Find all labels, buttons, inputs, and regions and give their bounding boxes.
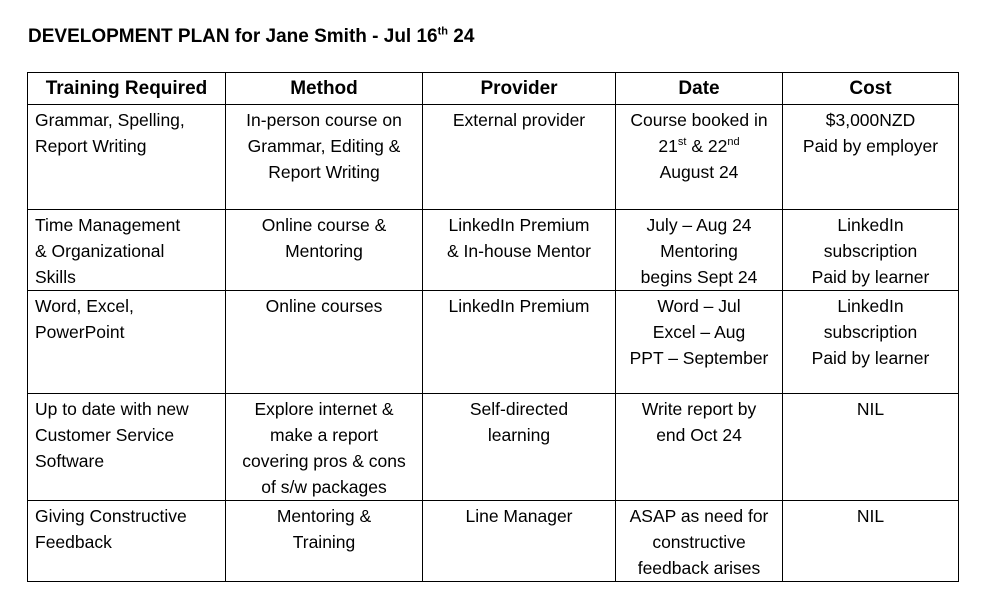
cell-line: subscription <box>823 241 918 261</box>
cell-line: In-person course on <box>246 110 402 130</box>
header-cost: Cost <box>783 73 959 105</box>
cell-line: Online courses <box>265 296 383 316</box>
cell-line: LinkedIn <box>837 215 904 235</box>
cell-line: August 24 <box>659 162 739 182</box>
cell-line: Line Manager <box>465 506 573 526</box>
method-cell <box>226 105 423 210</box>
cell-line: learning <box>487 425 551 445</box>
header-training-required: Training Required <box>28 73 226 105</box>
header-row <box>28 73 959 105</box>
cell-line: Online course & <box>261 215 387 235</box>
cell-line: Paid by learner <box>811 267 930 287</box>
table-row <box>28 291 959 394</box>
cell-line: end Oct 24 <box>656 425 742 445</box>
cell-line: Word, Excel, <box>35 296 134 316</box>
cell-line: External provider <box>452 110 586 130</box>
date-cell <box>616 105 783 210</box>
title-superscript: th <box>437 25 449 38</box>
cell-line <box>623 133 775 159</box>
header-provider: Provider <box>423 73 616 105</box>
cell-line: LinkedIn <box>837 296 904 316</box>
table-row <box>28 105 959 210</box>
cell-line: Software <box>35 451 105 471</box>
cell-line: Customer Service <box>35 425 175 445</box>
cell-line: PowerPoint <box>35 322 125 342</box>
training-cell <box>28 501 226 582</box>
cell-line: & Organizational <box>35 241 165 261</box>
method-cell <box>226 501 423 582</box>
cell-line: & In-house Mentor <box>447 241 591 261</box>
date-cell <box>616 210 783 291</box>
day-one-suffix: st <box>677 136 687 149</box>
cell-line: PPT – September <box>629 348 769 368</box>
date-cell <box>616 291 783 394</box>
cell-line: Grammar, Editing & <box>247 136 401 156</box>
cell-line: Write report by <box>641 399 757 419</box>
cell-line: LinkedIn Premium <box>448 215 590 235</box>
cell-line: NIL <box>856 506 885 526</box>
provider-cell <box>423 210 616 291</box>
title-year: 24 <box>448 26 475 47</box>
header-method: Method <box>226 73 423 105</box>
cell-line: $3,000NZD <box>825 110 916 130</box>
cell-line: begins Sept 24 <box>640 267 758 287</box>
title-text: DEVELOPMENT PLAN for Jane Smith - Jul 16 <box>28 26 438 47</box>
date-cell <box>616 501 783 582</box>
cell-line: NIL <box>856 399 885 419</box>
document-title <box>28 26 474 48</box>
cost-cell <box>783 291 959 394</box>
method-cell <box>226 210 423 291</box>
method-cell <box>226 394 423 501</box>
provider-cell <box>423 291 616 394</box>
day-one: 21 <box>658 136 678 156</box>
cost-cell <box>783 394 959 501</box>
provider-cell <box>423 501 616 582</box>
cell-line: constructive <box>652 532 746 552</box>
training-cell <box>28 210 226 291</box>
training-cell <box>28 291 226 394</box>
table-row <box>28 501 959 582</box>
cell-line: Mentoring <box>660 241 738 261</box>
cell-line: Excel – Aug <box>652 322 746 342</box>
development-plan-table <box>27 72 959 582</box>
cell-line: Feedback <box>35 532 112 552</box>
cell-line: LinkedIn Premium <box>448 296 590 316</box>
cost-cell <box>783 501 959 582</box>
cell-line: Mentoring & <box>276 506 372 526</box>
cell-line: Grammar, Spelling, <box>35 110 185 130</box>
provider-cell <box>423 394 616 501</box>
cell-line: Time Management <box>35 215 181 235</box>
cell-line: feedback arises <box>637 558 761 578</box>
date-cell <box>616 394 783 501</box>
cell-line: July – Aug 24 <box>646 215 752 235</box>
cell-line: Explore internet & <box>254 399 394 419</box>
cell-line: Up to date with new <box>35 399 189 419</box>
cell-line: Paid by learner <box>811 348 930 368</box>
training-cell <box>28 394 226 501</box>
cell-line: Self-directed <box>469 399 569 419</box>
cell-line: Mentoring <box>285 241 363 261</box>
cell-line: Giving Constructive <box>35 506 187 526</box>
cell-line: Word – Jul <box>657 296 741 316</box>
method-cell <box>226 291 423 394</box>
table-row <box>28 394 959 501</box>
cell-line: Skills <box>35 267 76 287</box>
cell-line: Paid by employer <box>802 136 939 156</box>
cell-line: ASAP as need for <box>629 506 769 526</box>
day-two-suffix: nd <box>727 136 740 149</box>
cell-line: Training <box>292 532 356 552</box>
cost-cell <box>783 105 959 210</box>
day-two: 22 <box>707 136 728 156</box>
cell-line: Report Writing <box>268 162 380 182</box>
cell-line: of s/w packages <box>261 477 387 497</box>
cost-cell <box>783 210 959 291</box>
provider-cell <box>423 105 616 210</box>
cell-line: Report Writing <box>35 136 147 156</box>
cell-line: Course booked in <box>630 110 768 130</box>
table-row <box>28 210 959 291</box>
cell-line: make a report <box>270 425 378 445</box>
training-cell <box>28 105 226 210</box>
cell-line: subscription <box>823 322 918 342</box>
ampersand: & <box>686 136 708 156</box>
header-date: Date <box>616 73 783 105</box>
cell-line: covering pros & cons <box>242 451 406 471</box>
